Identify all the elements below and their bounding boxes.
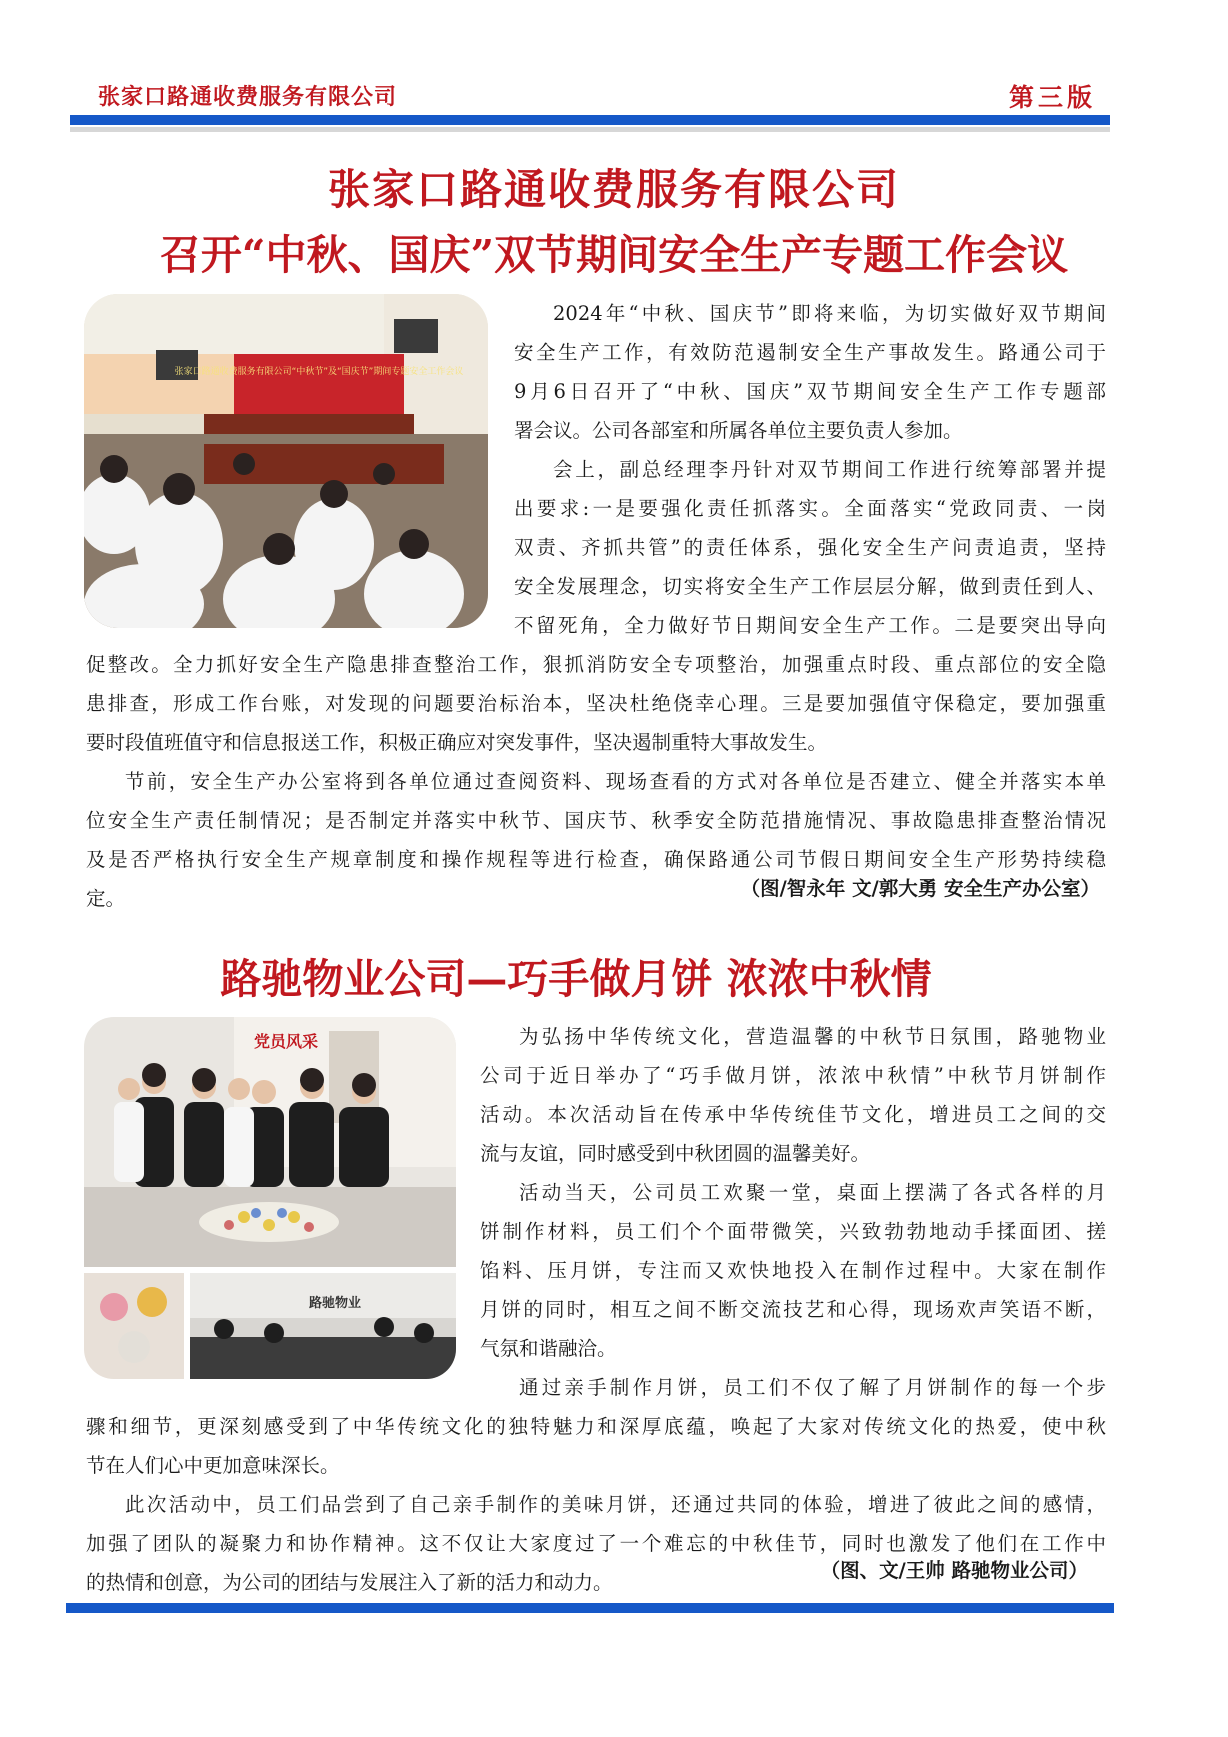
article1-line: 位安全生产责任制情况；是否制定并落实中秋节、国庆节、秋季安全防范措施情况、事故隐患排查整治情况 <box>86 809 1106 832</box>
header-gray-rule <box>70 127 1110 132</box>
article1-title-line2: 召开“中秋、国庆”双节期间安全生产专题工作会议 <box>159 231 1069 279</box>
article1-line: 节前，安全生产办公室将到各单位通过查阅资料、现场查看的方式对各单位是否建立、健全并落实本单 <box>125 770 1106 793</box>
article2-title: 路驰物业公司—巧手做月饼 浓浓中秋情 <box>220 955 932 1003</box>
article1-line: 不留死角，全力做好节日期间安全生产工作。二是要突出导向 <box>514 614 1106 637</box>
article2-line: 骤和细节，更深刻感受到了中华传统文化的独特魅力和深厚底蕴，唤起了大家对传统文化的热爱，使中秋 <box>86 1415 1106 1438</box>
article2-line: 气氛和谐融洽。 <box>480 1337 617 1360</box>
header-blue-rule <box>70 115 1110 125</box>
article2-line: 加强了团队的凝聚力和协作精神。这不仅让大家度过了一个难忘的中秋佳节，同时也激发了他们在工作中 <box>86 1532 1106 1555</box>
article1-line: 促整改。全力抓好安全生产隐患排查整治工作，狠抓消防安全专项整治，加强重点时段、重点部位的安全隐 <box>86 653 1106 676</box>
article2-line: 公司于近日举办了“巧手做月饼，浓浓中秋情”中秋节月饼制作 <box>480 1064 1106 1087</box>
article1-line: 2024年“中秋、国庆节”即将来临，为切实做好双节期间 <box>553 302 1106 325</box>
article1-line: 及是否严格执行安全生产规章制度和操作规程等进行检查，确保路通公司节假日期间安全生产形势持续稳 <box>86 848 1106 871</box>
article2-line: 为弘扬中华传统文化，营造温馨的中秋节日氛围，路驰物业 <box>519 1025 1106 1048</box>
article1-credit: （图/智永年 文/郭大勇 安全生产办公室） <box>740 877 1100 900</box>
article1-title-line1: 张家口路通收费服务有限公司 <box>327 165 900 214</box>
article2-credit: （图、文/王帅 路驰物业公司） <box>820 1559 1088 1582</box>
article1-line: 要时段值班值守和信息报送工作，积极正确应对突发事件，坚决遏制重特大事故发生。 <box>86 731 828 754</box>
edition-label: 第三版 <box>1008 83 1096 112</box>
article1-line: 患排查，形成工作台账，对发现的问题要治标治本，坚决杜绝侥幸心理。三是要加强值守保稳定，要加强重 <box>86 692 1106 715</box>
banner-text: 张家口路通收费服务有限公司“中秋节”及“国庆节”期间专题安全工作会议 <box>174 367 464 377</box>
article2-line: 的热情和创意，为公司的团结与发展注入了新的活力和动力。 <box>86 1571 613 1594</box>
meeting-photo-drawing <box>84 294 488 628</box>
article1-line: 9月6日召开了“中秋、国庆”双节期间安全生产工作专题部 <box>514 380 1106 403</box>
article2-line: 月饼的同时，相互之间不断交流技艺和心得，现场欢声笑语不断， <box>480 1298 1106 1321</box>
article1-meeting-photo <box>84 294 488 628</box>
article1-line: 会上，副总经理李丹针对双节期间工作进行统筹部署并提 <box>553 458 1106 481</box>
article1-text-column <box>514 294 1106 645</box>
article2-line: 活动当天，公司员工欢聚一堂，桌面上摆满了各式各样的月 <box>519 1181 1106 1204</box>
article2-line: 通过亲手制作月饼，员工们不仅了解了月饼制作的每一个步 <box>519 1376 1106 1399</box>
article1-line: 署会议。公司各部室和所属各单位主要负责人参加。 <box>514 419 963 442</box>
footer-blue-rule <box>66 1603 1114 1613</box>
article1-line: 定。 <box>86 887 126 910</box>
logo-text: 路驰物业 <box>309 1296 362 1311</box>
article2-line: 此次活动中，员工们品尝到了自己亲手制作的美味月饼，还通过共同的体验，增进了彼此之间的感情， <box>125 1493 1106 1516</box>
article2-photo-collage <box>84 1017 456 1379</box>
article2-line: 饼制作材料，员工们个个面带微笑，兴致勃勃地动手揉面团、搓 <box>480 1220 1106 1243</box>
article1-line: 双责、齐抓共管”的责任体系，强化安全生产问责追责，坚持 <box>514 536 1106 559</box>
article2-line: 节在人们心中更加意味深长。 <box>86 1454 340 1477</box>
article2-line: 流与友谊，同时感受到中秋团圆的温馨美好。 <box>480 1142 871 1165</box>
article1-line: 出要求:一是要强化责任抓落实。全面落实“党政同责、一岗 <box>514 497 1106 520</box>
newspaper-company-name: 张家口路通收费服务有限公司 <box>98 85 398 110</box>
article1-line: 安全生产工作，有效防范遏制安全生产事故发生。路通公司于 <box>514 341 1106 364</box>
wall-slogan-text: 党员风采 <box>254 1032 319 1051</box>
article2-text-column <box>480 1017 1106 1407</box>
article2-line: 活动。本次活动旨在传承中华传统佳节文化，增进员工之间的交 <box>480 1103 1106 1126</box>
article2-line: 馅料、压月饼，专注而又欢快地投入在制作过程中。大家在制作 <box>480 1259 1106 1282</box>
article1-line: 安全发展理念，切实将安全生产工作层层分解，做到责任到人、 <box>514 575 1106 598</box>
mooncake-photo-drawing <box>84 1017 456 1379</box>
